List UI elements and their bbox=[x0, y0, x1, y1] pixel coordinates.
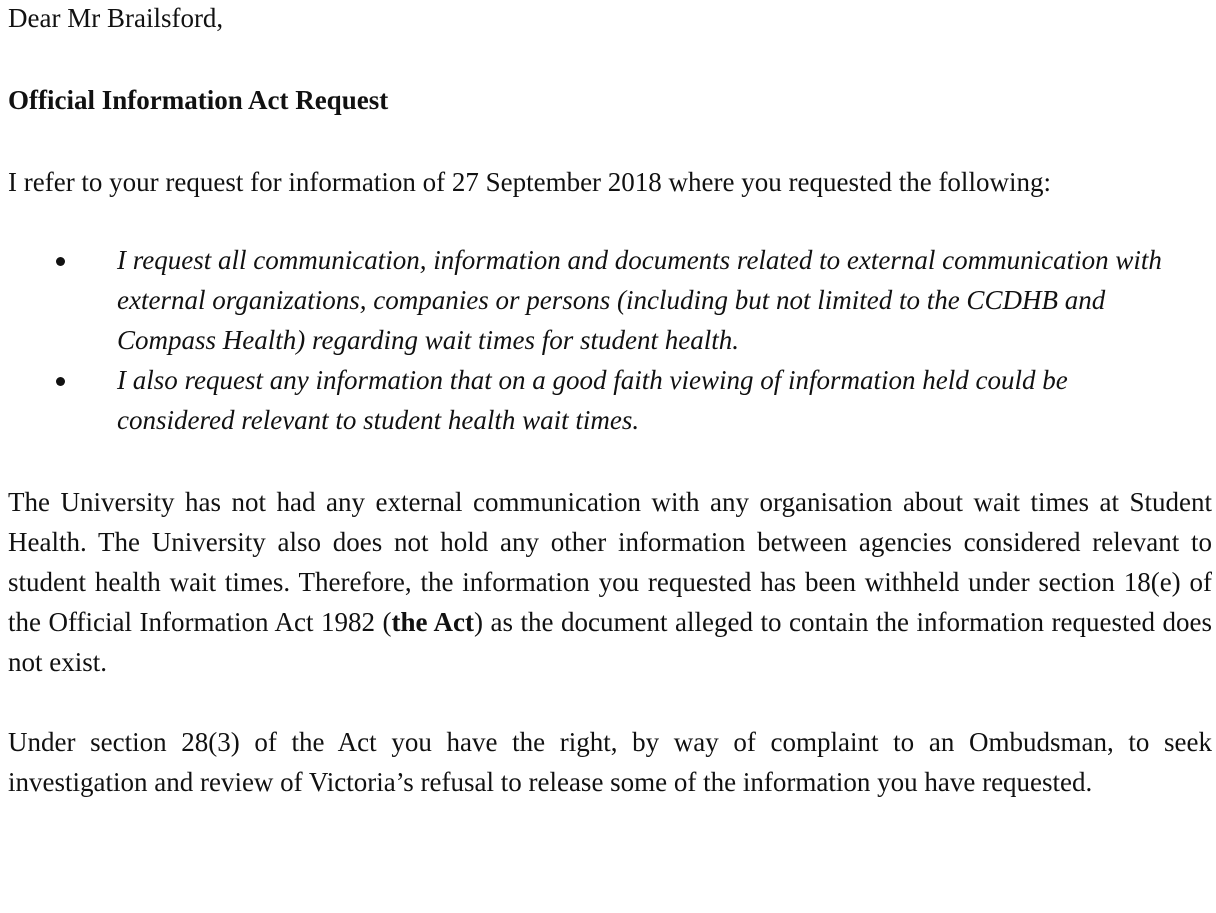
rights-paragraph: Under section 28(3) of the Act you have the right, by way of complaint to an Ombudsman, to seek investigation and review of Victoria’s refusal to release some of the information you have requested. bbox=[8, 727, 1212, 797]
defined-term: the Act bbox=[391, 607, 475, 637]
salutation: Dear Mr Brailsford, bbox=[8, 3, 224, 33]
bullet-icon bbox=[56, 257, 65, 266]
letter-body bbox=[8, 0, 1212, 802]
bullet-icon bbox=[56, 377, 65, 386]
request-item-text: I request all communication, information and documents related to external communication with external organizations, companies or persons (including but not limited to the CCDHB and Compass Health) regarding wait times for student health. bbox=[117, 245, 1162, 355]
response-paragraph bbox=[8, 482, 1212, 682]
list-item bbox=[8, 360, 1212, 440]
response-text-end: ) as the document alleged to contain the information requested does not exist. bbox=[8, 607, 1212, 677]
intro-paragraph: I refer to your request for information of 27 September 2018 where you requested the following: bbox=[8, 167, 1051, 197]
request-item-text: I also request any information that on a good faith viewing of information held could be considered relevant to student health wait times. bbox=[117, 365, 1068, 435]
response-text: The University has not had any external communication with any organisation about wait times at Student Health. The University also does not hold any other information between agencies considered relevant to student health wait times. Therefore, the information you requested has been withheld under section 18(e) of the Official Information Act 1982 ( bbox=[8, 487, 1212, 637]
list-item bbox=[8, 240, 1212, 360]
requested-items-list bbox=[8, 240, 1212, 440]
letter-subject-heading: Official Information Act Request bbox=[8, 85, 389, 115]
